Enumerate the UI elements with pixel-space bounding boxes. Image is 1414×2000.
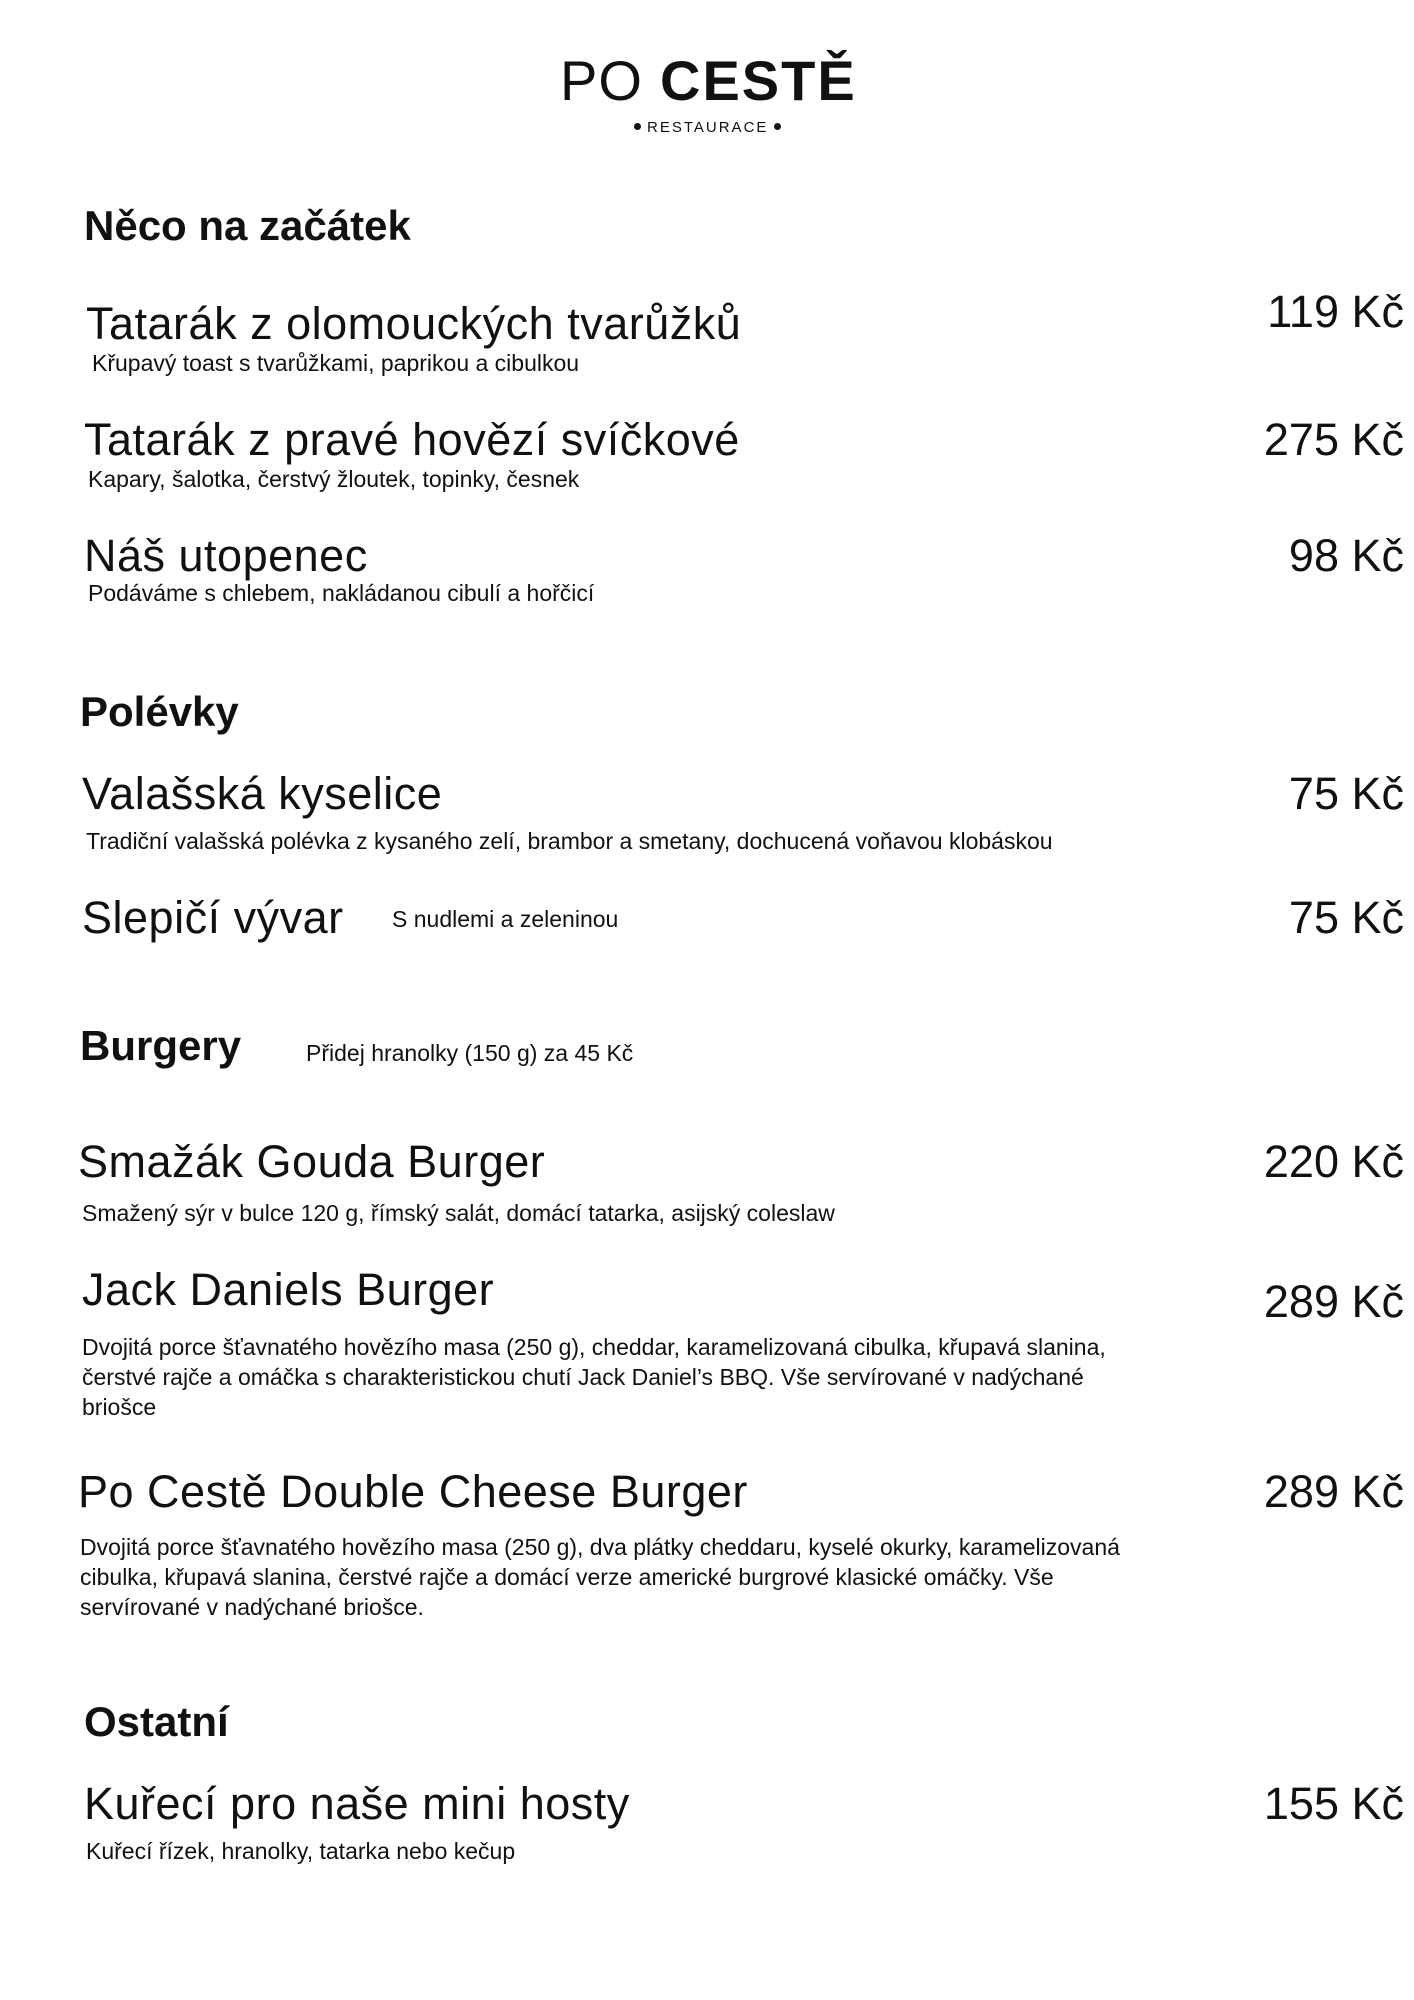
bullet-dot-icon bbox=[634, 123, 641, 130]
menu-item-description: Smažený sýr v bulce 120 g, římský salát, domácí tatarka, asijský coleslaw bbox=[82, 1200, 835, 1226]
menu-item-price: 289 Kč bbox=[1263, 1466, 1404, 1517]
menu-item-description: Podáváme s chlebem, nakládanou cibulí a hořčicí bbox=[88, 580, 595, 606]
menu-item-name: Po Cestě Double Cheese Burger bbox=[78, 1466, 748, 1517]
logo-ceste-text: CESTĚ bbox=[660, 49, 857, 112]
menu-item-price: 75 Kč bbox=[1288, 892, 1404, 943]
menu-item-price: 220 Kč bbox=[1263, 1136, 1404, 1187]
menu-item-description: Dvojitá porce šťavnatého hovězího masa (250 g), dva plátky cheddaru, kyselé okurky, karamelizovaná cibulka, křupavá slanina, čerstvé rajče a domácí verze americké burgrové klasické omáčky. Vše servírované v nadýchané briošce. bbox=[80, 1534, 1120, 1620]
menu-item-name: Kuřecí pro naše mini hosty bbox=[84, 1778, 630, 1829]
menu-item-price: 289 Kč bbox=[1263, 1276, 1404, 1327]
menu-item-name: Slepičí vývar bbox=[82, 892, 344, 943]
menu-item-description: S nudlemi a zeleninou bbox=[392, 906, 619, 932]
menu-item-price: 155 Kč bbox=[1263, 1778, 1404, 1829]
menu-item-name: Tatarák z pravé hovězí svíčkové bbox=[84, 414, 740, 465]
logo-po-text: PO bbox=[560, 49, 643, 112]
menu-item-price: 119 Kč bbox=[1267, 286, 1404, 337]
menu-item-price: 275 Kč bbox=[1263, 414, 1404, 465]
burgers-fries-note: Přidej hranolky (150 g) za 45 Kč bbox=[306, 1040, 634, 1066]
menu-item-description: Křupavý toast s tvarůžkami, paprikou a cibulkou bbox=[92, 350, 580, 376]
menu-item-name: Smažák Gouda Burger bbox=[78, 1136, 546, 1187]
menu-item-description: Kapary, šalotka, čerstvý žloutek, topinky, česnek bbox=[88, 466, 580, 492]
menu-item-description: Dvojitá porce šťavnatého hovězího masa (250 g), cheddar, karamelizovaná cibulka, křupavá slanina, čerstvé rajče a omáčka s charakteristickou chutí Jack Daniel’s BBQ. Vše servírované v nadýchané briošce bbox=[82, 1334, 1106, 1420]
menu-item-price: 75 Kč bbox=[1288, 768, 1404, 819]
menu-item-description: Tradiční valašská polévka z kysaného zelí, brambor a smetany, dochucená voňavou klobáskou bbox=[86, 828, 1053, 854]
section-title-starters: Něco na začátek bbox=[84, 202, 411, 249]
section-title-burgers: Burgery bbox=[80, 1022, 242, 1069]
restaurant-logo bbox=[560, 46, 857, 136]
menu-item-price: 98 Kč bbox=[1288, 530, 1404, 581]
bullet-dot-icon bbox=[774, 123, 781, 130]
logo-subtitle-text: RESTAURACE bbox=[647, 119, 769, 136]
logo-subtitle bbox=[628, 118, 787, 138]
menu-item-name: Valašská kyselice bbox=[82, 768, 443, 819]
section-title-other: Ostatní bbox=[84, 1698, 229, 1745]
menu-item-name: Jack Daniels Burger bbox=[82, 1264, 495, 1315]
menu-item-description: Kuřecí řízek, hranolky, tatarka nebo kečup bbox=[86, 1838, 516, 1864]
menu-item-name: Tatarák z olomouckých tvarůžků bbox=[86, 298, 742, 349]
section-title-soups: Polévky bbox=[80, 688, 239, 735]
menu-item-name: Náš utopenec bbox=[84, 530, 368, 581]
